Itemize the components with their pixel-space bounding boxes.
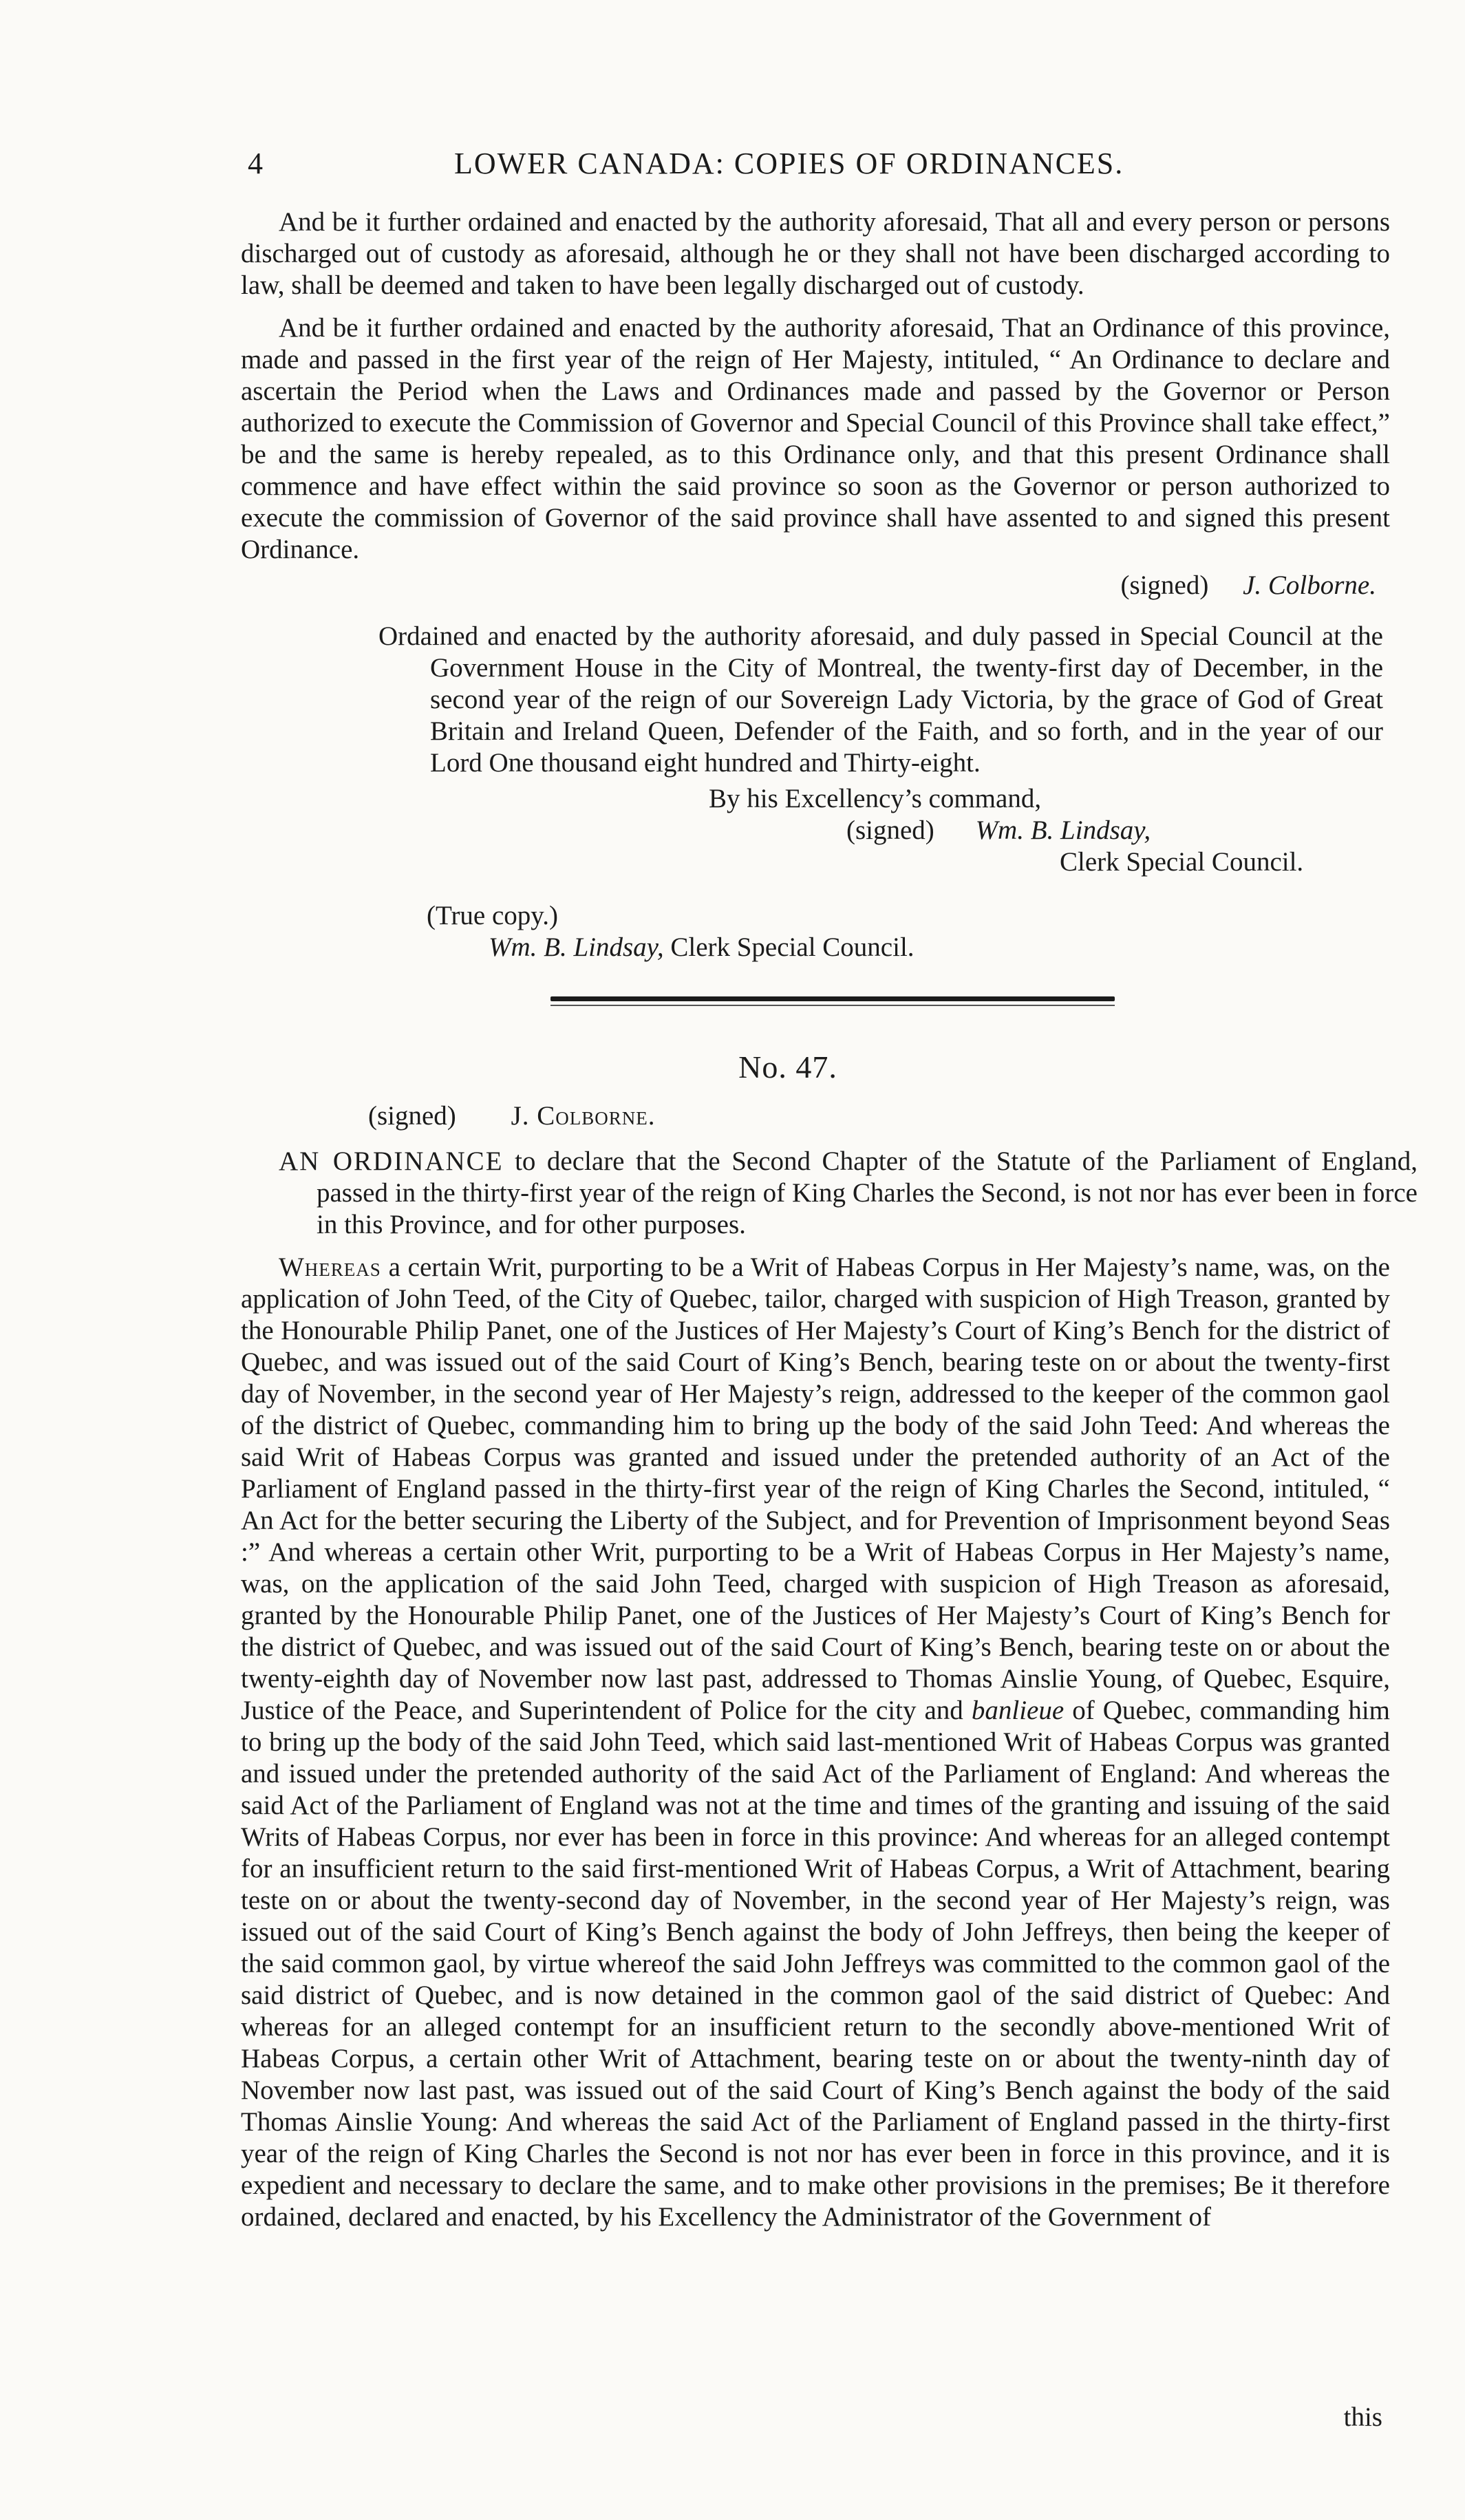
whereas-lead: Whereas (279, 1252, 381, 1282)
page-body (241, 206, 1418, 2233)
paragraph-discharged-custody: And be it further ordained and enacted by the authority aforesaid, That all and every person or persons discharged out of custody as aforesaid, although he or they shall not have been discharged according to law, shall be deemed and taken to have been legally discharged out of custody. (241, 207, 1390, 300)
signed-label: (signed) (368, 1101, 456, 1131)
ordained-block (378, 621, 1383, 779)
page-number: 4 (248, 147, 263, 180)
running-head: LOWER CANADA: COPIES OF ORDINANCES. (454, 147, 1124, 180)
signature-name: J. Colborne. (1243, 570, 1376, 600)
ordinance-title (279, 1146, 1418, 1241)
true-copy-label: (True copy.) (427, 901, 559, 930)
signed-label: (signed) (846, 815, 934, 845)
page-header (248, 146, 1390, 187)
whereas-text-part2: of Quebec, commanding him to bring up the body of the said John Teed, which said last-mentioned Writ of Habeas Corpus was granted and issued under the pretended authority of the said Act of the Parliament of England: And whereas the said Act of the Parliament of England was not at the time and times of the granting and issuing of the said Writs of Habeas Corpus, nor ever has been in force in this province: And whereas for an alleged contempt for an insufficient return to the said first-mentioned Writ of Habeas Corpus, a Writ of Attachment, bearing teste on or about the twenty-second day of November, in the second year of Her Majesty’s reign, was issued out of the said Court of King’s Bench against the body of John Jeffreys, then being the keeper of the said common gaol, by virtue whereof the said John Jeffreys was committed to the common gaol of the said district of Quebec, and is now detained in the common gaol of the said district of Quebec: And whereas for an alleged contempt for an insufficient return to the secondly above-mentioned Writ of Habeas Corpus, a certain other Writ of Attachment, bearing teste on or about the twenty-ninth day of November now last past, was issued out of the said Court of King’s Bench against the body of the said Thomas Ainslie Young: And whereas the said Act of the Parliament of England passed in the thirty-first year of the reign of King Charles the Second is not nor has ever been in force in this province, and it is expedient and necessary to declare the same, and to make other provisions in the premises; Be it therefore ordained, declared and enacted, by his Excellency the Administrator of the Government of (241, 1696, 1390, 2232)
ordinance-title-text: to declare that the Second Chapter of the Statute of the Parliament of England, passed in the thirty-first year of the reign of King Charles the Second, is not nor has ever been in force in this Province, and for other purposes. (317, 1146, 1418, 1239)
true-copy-clerk: Clerk Special Council. (663, 932, 915, 962)
signature-name: Wm. B. Lindsay, (975, 815, 1151, 845)
whereas-text-part1: a certain Writ, purporting to be a Writ of Habeas Corpus in Her Majesty’s name, was, on the application of John Teed, of the City of Quebec, tailor, charged with suspicion of High Treason, granted by the Honourable Philip Panet, one of the Justices of Her Majesty’s Court of King’s Bench for the district of Quebec, and was issued out of the said Court of King’s Bench, bearing teste on or about the twenty-first day of November, in the second year of Her Majesty’s reign, addressed to the keeper of the common gaol of the district of Quebec, commanding him to bring up the body of the said John Teed: And whereas the said Writ of Habeas Corpus was granted and issued under the pretended authority of an Act of the Parliament of England passed in the thirty-first year of the reign of King Charles the Second, intituled, “ An Act for the better securing the Liberty of the Subject, and for Prevention of Imprisonment beyond Seas :” And whereas a certain other Writ, purporting to be a Writ of Habeas Corpus in Her Majesty’s name, was, on the application of the said John Teed, charged with suspicion of High Treason as aforesaid, granted by the Honourable Philip Panet, one of the Justices of Her Majesty’s Court of King’s Bench for the district of Quebec, and was issued out of the said Court of King’s Bench, bearing teste on or about the twenty-eighth day of November now last past, addressed to Thomas Ainslie Young, of Quebec, Esquire, Justice of the Peace, and Superintendent of Police for the city and (241, 1252, 1390, 1725)
ordinance-number: No. 47. (738, 1049, 837, 1085)
whereas-italic-term: banlieue (971, 1696, 1065, 1725)
clerk-title: Clerk Special Council. (1060, 847, 1304, 877)
true-copy-name: Wm. B. Lindsay, (489, 932, 664, 962)
whereas-paragraph (241, 1252, 1390, 2233)
ordinance-title-lead: AN ORDINANCE (279, 1146, 504, 1176)
signature-name: J. Colborne. (511, 1101, 656, 1131)
section-divider-thin (550, 1005, 1115, 1006)
command-line: By his Excellency’s command, (709, 784, 1042, 813)
ordinance-signature (368, 1100, 1390, 1132)
signed-label: (signed) (1120, 570, 1209, 600)
section-divider (550, 996, 1115, 1001)
true-copy-signature (489, 932, 1390, 963)
catchword: this (1343, 2402, 1382, 2432)
signature-lindsay (846, 815, 1390, 846)
ordained-text: Ordained and enacted by the authority aforesaid, and duly passed in Special Council at the Government House in the City of Montreal, the twenty-first day of December, in the second year of the reign of our Sovereign Lady Victoria, by the grace of God of Great Britain and Ireland Queen, Defender of the Faith, and so forth, and in the year of our Lord One thousand eight hundred and Thirty-eight. (378, 621, 1383, 778)
paragraph-repeal-ordinance: And be it further ordained and enacted by the authority aforesaid, That an Ordinance of this province, made and passed in the first year of the reign of Her Majesty, intituled, “ An Ordinance to declare and ascertain the Period when the Laws and Ordinances made and passed by the Governor or Person authorized to execute the Commission of Governor and Special Council of this Province shall take effect,” be and the same is hereby repealed, as to this Ordinance only, and that this present Ordinance shall commence and have effect within the said province so soon as the Governor or person authorized to execute the commission of Governor of the said province shall have assented to and signed this present Ordinance. (241, 313, 1390, 564)
signature-colborne (241, 570, 1390, 601)
